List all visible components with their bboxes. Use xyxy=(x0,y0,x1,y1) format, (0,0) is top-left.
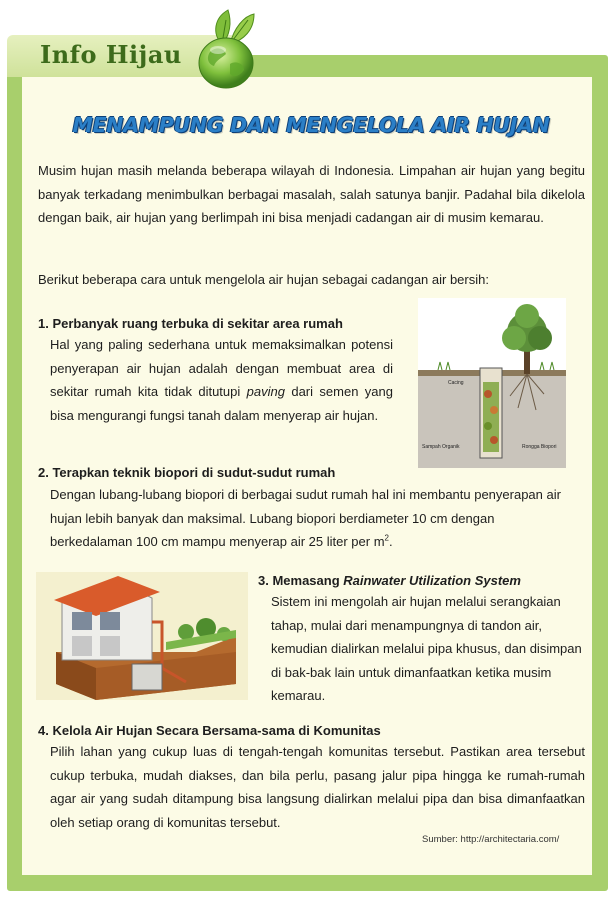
article-title: MENAMPUNG DAN MENGELOLA AIR HUJAN xyxy=(72,113,550,137)
label-cacing: Cacing xyxy=(448,380,464,386)
item-3-heading: 3. Memasang Rainwater Utilization System xyxy=(258,573,521,588)
intro-paragraph: Musim hujan masih melanda beberapa wilayah di Indonesia. Limpahan air hujan yang begitu banyak terkadang menimbulkan berbagai masalah, salah satunya banjir. Padahal bila dikelola dengan baik, air hujan yang berlimpah ini bisa menjadi cadangan air di musim kemarau. xyxy=(38,163,585,225)
lead-paragraph: Berikut beberapa cara untuk mengelola air hujan sebagai cadangan air bersih: xyxy=(38,272,489,287)
source-credit: Sumber: http://architectaria.com/ xyxy=(422,834,560,845)
item-3-body: Sistem ini mengolah air hujan melalui serangkaian tahap, mulai dari menampungnya di tandon air, kemudian dialirkan melalui pipa khusus, dan disimpan di bak-bak lain untuk dimanfaatkan ketika musim kemarau. xyxy=(271,594,582,703)
item-1-body: Hal yang paling sederhana untuk memaksimalkan potensi penyerapan air hujan adalah dengan membuat area di sekitar rumah kita tidak ditutupi paving dari semen yang bisa mengurangi fungsi tanah dalam menyerap air hujan. xyxy=(50,337,393,423)
item-4-heading: 4. Kelola Air Hujan Secara Bersama-sama di Komunitas xyxy=(38,723,381,738)
globe-icon xyxy=(196,34,256,90)
label-rongga: Rongga Biopori xyxy=(522,444,557,450)
label-sampah: Sampah Organik xyxy=(422,444,460,450)
biopori-diagram xyxy=(418,298,566,468)
item-2-body: Dengan lubang-lubang biopori di berbagai sudut rumah hal ini membantu penyerapan air hujan lebih banyak dan maksimal. Lubang biopori berdiameter 10 cm dengan berkedalaman 100 cm mampu menyerap air 25 liter per $m^2$. xyxy=(50,487,561,549)
rainwater-house-illustration xyxy=(36,572,248,700)
item-4-body: Pilih lahan yang cukup luas di tengah-tengah komunitas tersebut. Pastikan area tersebut cukup terbuka, mudah diakses, dan bila perlu, pasang jalur pipa hingga ke rumah-rumah agar air yang sudah ditampung bisa langsung dialirkan melalui pipa dan bisa dimanfaatkan oleh setiap orang di komunitas tersebut. xyxy=(50,744,585,830)
item-1-heading: 1. Perbanyak ruang terbuka di sekitar area rumah xyxy=(38,316,343,331)
section-title: Info Hijau xyxy=(40,40,182,69)
item-2-heading: 2. Terapkan teknik biopori di sudut-sudut rumah xyxy=(38,465,336,480)
